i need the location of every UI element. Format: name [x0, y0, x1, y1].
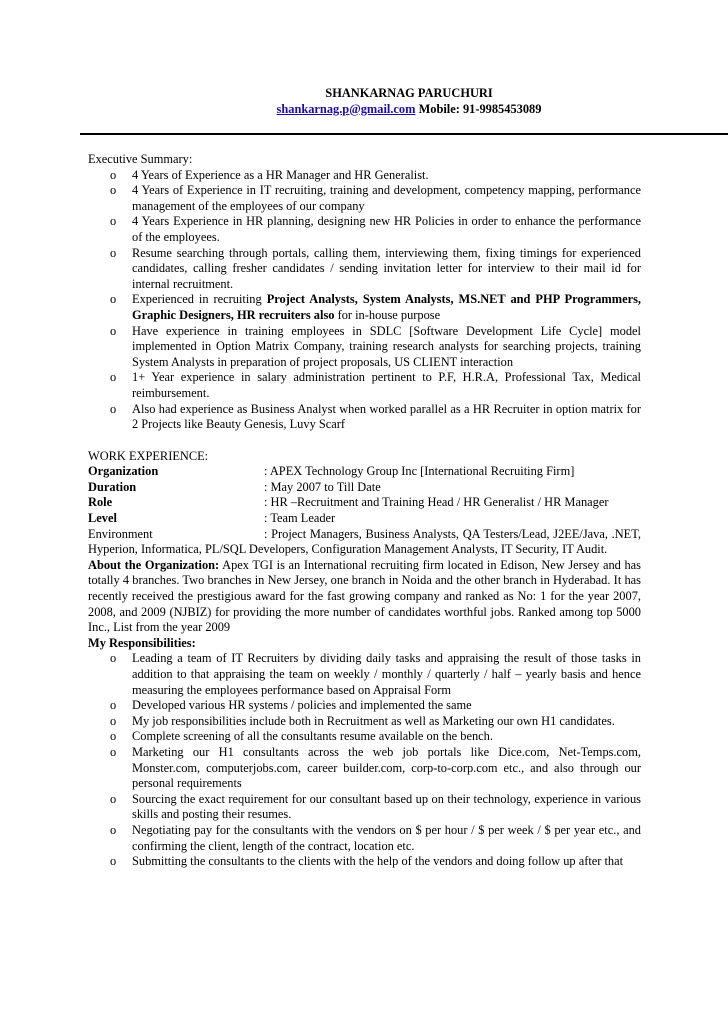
bullet-marker: o — [110, 214, 117, 229]
header-divider — [80, 133, 728, 135]
summary-item — [88, 183, 641, 214]
work-experience-title: WORK EXPERIENCE: — [88, 448, 209, 463]
work-fields — [88, 464, 641, 526]
resume-body — [88, 152, 641, 870]
responsibility-item — [88, 854, 641, 870]
bullet-marker: o — [110, 292, 117, 307]
bullet-marker: o — [110, 729, 117, 744]
responsibility-item — [88, 792, 641, 823]
work-field-row — [88, 464, 641, 480]
bullet-marker: o — [110, 791, 117, 806]
executive-summary-list — [88, 168, 641, 433]
work-field-label: Organization — [88, 464, 159, 479]
summary-item — [88, 214, 641, 245]
work-field-value: : HR –Recruitment and Training Head / HR Generalist / HR Manager — [264, 495, 609, 510]
summary-item-text: 1+ Year experience in salary administration pertinent to P.F, H.R.A, Professional Tax, Medical reimbursement. — [132, 370, 641, 400]
responsibility-item — [88, 729, 641, 745]
environment-row — [88, 527, 641, 558]
responsibility-text: Sourcing the exact requirement for our consultant based up on their technology, experience in various skills and posting their resumes. — [132, 791, 641, 822]
environment-value: : Project Managers, Business Analysts, QA Testers/Lead, J2EE/Java, .NET, Hyperion, Informatica, PL/SQL Developers, Configuration Management Analysts, IT Security, IT Audit. — [88, 526, 641, 557]
work-field-value: : Team Leader — [264, 511, 336, 526]
summary-item-text: 4 Years Experience in HR planning, designing new HR Policies in order to enhance the performance of the employees. — [132, 214, 641, 244]
bullet-marker: o — [110, 370, 117, 385]
about-organization-label: About the Organization: — [88, 557, 220, 572]
summary-item-text: Experienced in recruiting — [132, 292, 267, 307]
responsibilities-title: My Responsibilities: — [88, 635, 196, 650]
bullet-marker: o — [110, 651, 117, 666]
responsibility-text: My job responsibilities include both in Recruitment as well as Marketing our own H1 candidates. — [132, 713, 615, 728]
contact-line — [90, 102, 728, 118]
bullet-marker: o — [110, 713, 117, 728]
summary-item-text: 4 Years of Experience in IT recruiting, training and development, competency mapping, performance management of the employees of our company — [132, 183, 641, 213]
responsibility-item — [88, 651, 641, 698]
bullet-marker: o — [110, 698, 117, 713]
work-field-value: : May 2007 to Till Date — [264, 479, 381, 494]
work-field-value: : APEX Technology Group Inc [International Recruiting Firm] — [264, 464, 575, 479]
responsibility-item — [88, 698, 641, 714]
responsibilities-list — [88, 651, 641, 869]
summary-item — [88, 168, 641, 184]
responsibility-text: Submitting the consultants to the clients with the help of the vendors and doing follow up after that — [132, 854, 624, 869]
summary-item — [88, 402, 641, 433]
mobile-number: Mobile: 91-9985453089 — [418, 101, 542, 116]
summary-item — [88, 292, 641, 323]
bullet-marker: o — [110, 822, 117, 837]
work-field-row — [88, 511, 641, 527]
work-field-row — [88, 480, 641, 496]
responsibility-item — [88, 714, 641, 730]
about-organization-text: Apex TGI is an International recruiting firm located in Edison, New Jersey and has totally 4 branches. Two branches in New Jersey, one branch in Noida and the other branch in Hyderabad. It has recently received the prestigious award for the fast growing company and ranked as No: 1 for the year 2007, 2008, and 2009 (NJBIZ) for providing the more number of candidates worthful jobs. Ranked among top 5000 Inc., List from the year 2009 — [88, 557, 641, 635]
bullet-marker: o — [110, 401, 117, 416]
resume-header — [0, 86, 728, 117]
candidate-name: SHANKARNAG PARUCHURI — [325, 86, 493, 100]
summary-item — [88, 370, 641, 401]
responsibility-text: Marketing our H1 consultants across the web job portals like Dice.com, Net-Temps.com, Monster.com, computerjobs.com, career builder.com, corp-to-corp.com etc., and also through our personal requirements — [132, 744, 641, 791]
summary-item — [88, 324, 641, 371]
summary-item-bold: Project Analysts, System Analysts, MS.NET and PHP Programmers, Graphic Designers, HR recruiters also — [132, 292, 641, 322]
bullet-marker: o — [110, 854, 117, 869]
summary-item-text: Resume searching through portals, calling them, interviewing them, fixing timings for experienced candidates, calling fresher candidates / sending invitation letter for interview to their mail id for internal recruitment. — [132, 245, 641, 291]
environment-label: Environment — [88, 526, 153, 541]
summary-item-text: 4 Years of Experience as a HR Manager and HR Generalist. — [132, 167, 429, 182]
bullet-marker: o — [110, 744, 117, 759]
summary-item — [88, 246, 641, 293]
work-field-row — [88, 495, 641, 511]
responsibility-text: Negotiating pay for the consultants with the vendors on $ per hour / $ per week / $ per year etc., and confirming the client, length of the contract, location etc. — [132, 822, 641, 853]
work-field-label: Level — [88, 511, 117, 526]
responsibility-text: Developed various HR systems / policies and implemented the same — [132, 698, 472, 713]
responsibility-text: Complete screening of all the consultants resume available on the bench. — [132, 729, 493, 744]
bullet-marker: o — [110, 323, 117, 338]
bullet-marker: o — [110, 167, 117, 182]
bullet-marker: o — [110, 183, 117, 198]
work-field-label: Duration — [88, 479, 137, 494]
email-link[interactable]: shankarnag.p@gmail.com — [276, 101, 416, 116]
responsibility-text: Leading a team of IT Recruiters by dividing daily tasks and appraising the result of those tasks in addition to that appraising the team on weekly / monthly / quarterly / half – yearly basis and hence measuring the employees performance based on Appraisal Form — [132, 651, 641, 697]
summary-item-text: Also had experience as Business Analyst when worked parallel as a HR Recruiter in option matrix for 2 Projects like Beauty Genesis, Luvy Scarf — [132, 401, 641, 432]
work-field-label: Role — [88, 495, 113, 510]
summary-item-text-end: for in-house purpose — [334, 307, 441, 322]
bullet-marker: o — [110, 245, 117, 260]
about-organization — [88, 558, 641, 636]
executive-summary-title: Executive Summary: — [88, 152, 193, 166]
responsibility-item — [88, 745, 641, 792]
summary-item-text: Have experience in training employees in SDLC [Software Development Life Cycle] model implemented in Option Matrix Company, training research analysts for searching projects, training System Analysts in preparation of project proposals, US CLIENT interaction — [132, 323, 641, 369]
responsibility-item — [88, 823, 641, 854]
